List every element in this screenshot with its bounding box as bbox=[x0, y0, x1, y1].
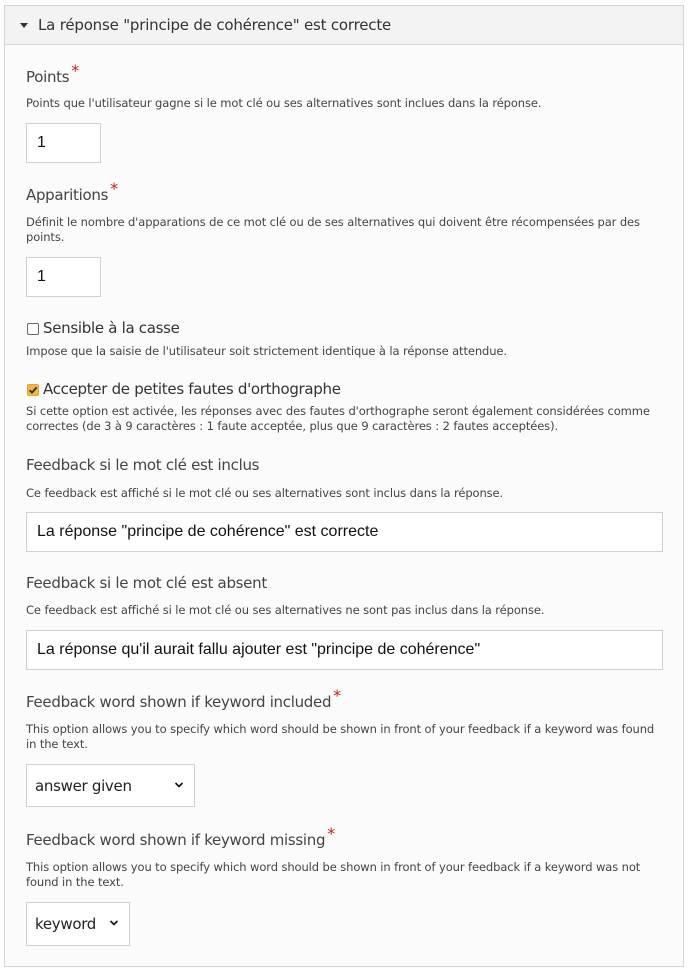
apparitions-input[interactable]: 1 bbox=[26, 257, 101, 297]
feedback-absent-input[interactable]: La réponse qu'il aurait fallu ajouter est "principe de cohérence" bbox=[26, 630, 663, 670]
feedback-absent-help: Ce feedback est affiché si le mot clé ou ses alternatives ne sont pas inclus dans la réponse. bbox=[26, 603, 545, 617]
case-sensitive-help: Impose que la saisie de l'utilisateur soit strictement identique à la réponse attendue. bbox=[26, 344, 507, 358]
word-missing-select[interactable] bbox=[26, 902, 130, 946]
apparitions-label bbox=[26, 179, 118, 204]
case-sensitive-checkbox[interactable] bbox=[27, 323, 39, 335]
required-asterisk: * bbox=[333, 686, 341, 705]
chevron-down-icon bbox=[174, 781, 184, 789]
checkmark-icon bbox=[27, 384, 39, 396]
panel-title: La réponse "principe de cohérence" est correcte bbox=[38, 16, 392, 34]
required-asterisk: * bbox=[110, 179, 118, 198]
word-included-select[interactable] bbox=[26, 764, 195, 807]
apparitions-help: Définit le nombre d'apparations de ce mot clé ou de ses alternatives qui doivent être récompensées par des points. bbox=[26, 215, 640, 244]
feedback-absent-label: Feedback si le mot clé est absent bbox=[26, 574, 267, 592]
word-missing-label bbox=[26, 824, 335, 849]
feedback-included-input[interactable]: La réponse "principe de cohérence" est correcte bbox=[26, 512, 663, 552]
required-asterisk: * bbox=[71, 61, 79, 80]
points-input[interactable]: 1 bbox=[26, 123, 101, 163]
chevron-down-icon bbox=[109, 919, 119, 927]
feedback-included-help: Ce feedback est affiché si le mot clé ou ses alternatives sont inclus dans la réponse. bbox=[26, 486, 504, 500]
case-sensitive-label[interactable]: Sensible à la casse bbox=[43, 319, 180, 337]
points-label-text: Points bbox=[26, 68, 70, 86]
word-missing-value: keyword bbox=[35, 915, 97, 933]
word-included-label bbox=[26, 686, 341, 711]
apparitions-label-text: Apparitions bbox=[26, 186, 109, 204]
typos-label[interactable]: Accepter de petites fautes d'orthographe bbox=[43, 380, 341, 398]
word-missing-help: This option allows you to specify which word should be shown in front of your feedback if a keyword was not found in the text. bbox=[26, 860, 641, 889]
keyword-panel bbox=[4, 5, 684, 967]
feedback-included-label: Feedback si le mot clé est inclus bbox=[26, 456, 260, 474]
word-missing-label-text: Feedback word shown if keyword missing bbox=[26, 831, 326, 849]
caret-down-icon bbox=[20, 23, 28, 28]
required-asterisk: * bbox=[327, 824, 335, 843]
typos-checkbox[interactable] bbox=[27, 384, 39, 396]
panel-header-toggle[interactable] bbox=[5, 6, 683, 45]
word-included-value: answer given bbox=[35, 776, 132, 795]
word-included-label-text: Feedback word shown if keyword included bbox=[26, 693, 332, 711]
points-help: Points que l'utilisateur gagne si le mot clé ou ses alternatives sont inclues dans la réponse. bbox=[26, 96, 542, 110]
points-label bbox=[26, 61, 79, 86]
typos-help: Si cette option est activée, les réponses avec des fautes d'orthographe seront également considérées comme correctes (de 3 à 9 caractères : 1 faute acceptée, plus que 9 caractères : 2 fautes acceptées). bbox=[26, 404, 650, 433]
word-included-help: This option allows you to specify which word should be shown in front of your feedback if a keyword was found in the text. bbox=[26, 722, 655, 751]
